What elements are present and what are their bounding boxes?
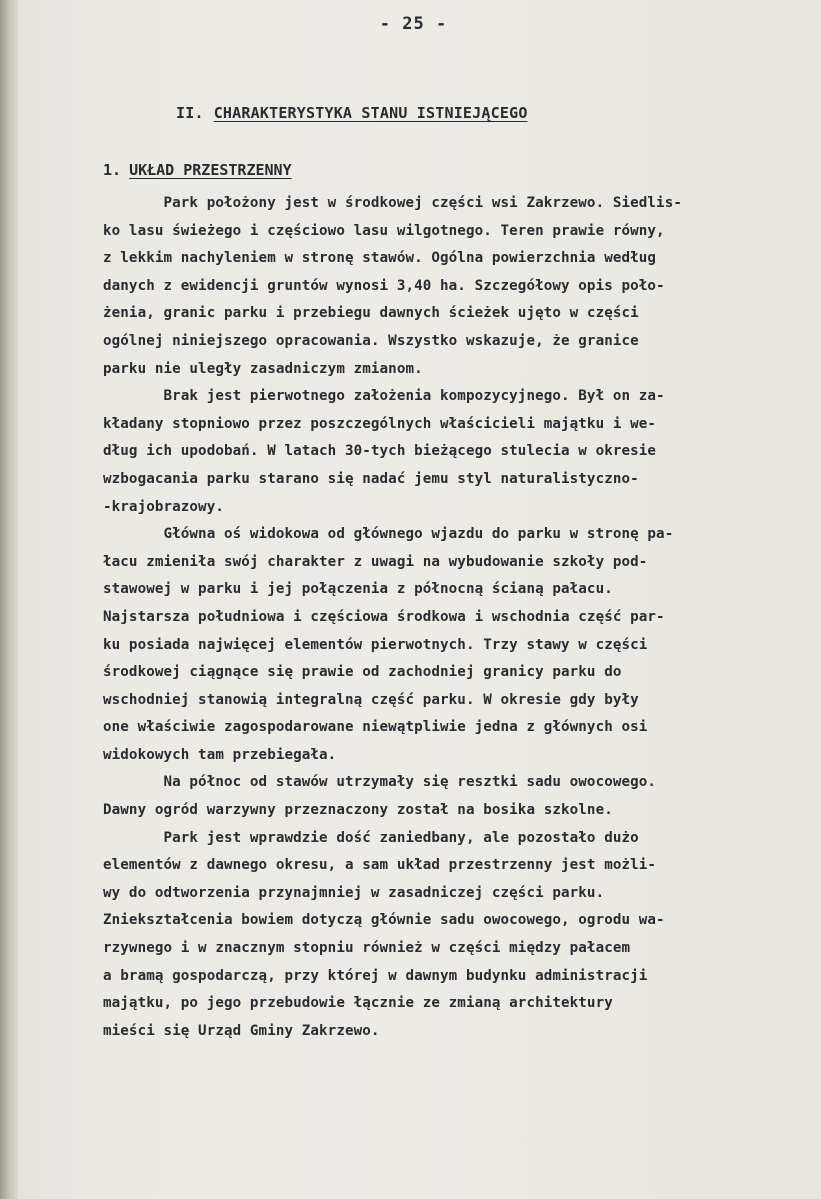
body-text	[103, 190, 803, 1045]
subsection-number: 1.	[103, 161, 122, 179]
page-number: - 25 -	[379, 14, 448, 34]
text-line: dług ich upodobań. W latach 30-tych bieżącego stulecia w okresie	[103, 443, 657, 460]
text-line: ku posiada najwięcej elementów pierwotnych. Trzy stawy w części	[103, 636, 648, 653]
text-line: Brak jest pierwotnego założenia kompozycyjnego. Był on za-	[103, 388, 665, 405]
section-title: CHARAKTERYSTYKA STANU ISTNIEJĄCEGO	[213, 104, 528, 122]
text-line: parku nie uległy zasadniczym zmianom.	[103, 360, 423, 377]
section-number: II.	[176, 104, 204, 122]
text-line: kładany stopniowo przez poszczególnych właścicieli majątku i we-	[103, 415, 657, 432]
text-line: stawowej w parku i jej połączenia z północną ścianą pałacu.	[103, 581, 613, 598]
text-line: środkowej ciągnące się prawie od zachodniej granicy parku do	[103, 664, 622, 681]
text-line: -krajobrazowy.	[103, 498, 224, 515]
text-line: z lekkim nachyleniem w stronę stawów. Ogólna powierzchnia według	[103, 250, 657, 267]
text-line: Park jest wprawdzie dość zaniedbany, ale pozostało dużo	[103, 829, 639, 846]
text-line: Zniekształcenia bowiem dotyczą głównie sadu owocowego, ogrodu wa-	[103, 912, 665, 929]
text-line: żenia, granic parku i przebiegu dawnych ścieżek ujęto w części	[103, 305, 639, 322]
text-line: Park położony jest w środkowej części wsi Zakrzewo. Siedlis-	[103, 195, 682, 211]
text-line: wzbogacania parku starano się nadać jemu styl naturalistyczno-	[103, 470, 639, 487]
text-line: ko lasu świeżego i częściowo lasu wilgotnego. Teren prawie równy,	[103, 222, 665, 239]
subsection-heading	[103, 161, 292, 179]
text-line: one właściwie zagospodarowane niewątpliwie jedna z głównych osi	[103, 719, 648, 736]
text-line: Główna oś widokowa od głównego wjazdu do parku w stronę pa-	[103, 526, 674, 543]
text-line: Dawny ogród warzywny przeznaczony został na bosika szkolne.	[103, 802, 613, 819]
text-line: wschodniej stanowią integralną część parku. W okresie gdy były	[103, 691, 639, 708]
text-line: widokowych tam przebiegała.	[103, 746, 337, 763]
text-line: Najstarsza południowa i częściowa środkowa i wschodnia część par-	[103, 608, 665, 625]
binding-edge	[0, 0, 18, 1199]
text-line: danych z ewidencji gruntów wynosi 3,40 ha. Szczegółowy opis poło-	[103, 277, 665, 294]
text-line: majątku, po jego przebudowie łącznie ze zmianą architektury	[103, 995, 613, 1012]
section-heading	[176, 104, 528, 122]
text-line: mieści się Urząd Gminy Zakrzewo.	[103, 1022, 380, 1039]
subsection-title: UKŁAD PRZESTRZENNY	[129, 161, 292, 179]
text-line: ogólnej niniejszego opracowania. Wszystko wskazuje, że granice	[103, 332, 639, 349]
text-line: Na północ od stawów utrzymały się resztki sadu owocowego.	[103, 774, 657, 791]
text-line: łacu zmieniła swój charakter z uwagi na wybudowanie szkoły pod-	[103, 553, 648, 570]
text-line: wy do odtworzenia przynajmniej w zasadniczej części parku.	[103, 884, 605, 901]
text-line: a bramą gospodarczą, przy której w dawnym budynku administracji	[103, 967, 648, 984]
document-page	[18, 0, 821, 1199]
text-line: elementów z dawnego okresu, a sam układ przestrzenny jest możli-	[103, 857, 657, 874]
text-line: rzywnego i w znacznym stopniu również w części między pałacem	[103, 940, 631, 957]
